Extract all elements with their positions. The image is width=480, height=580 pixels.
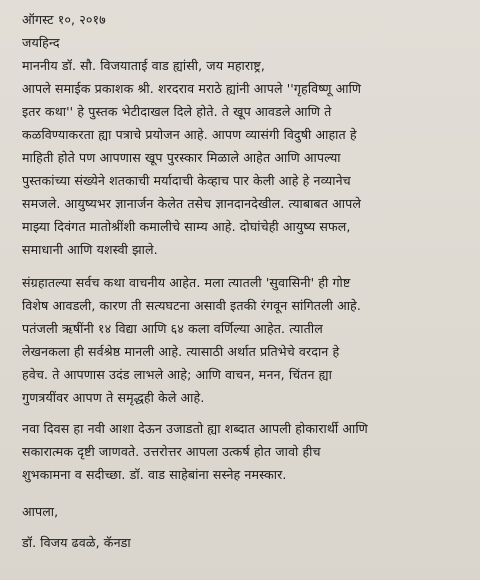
paragraph-line: कळविण्याकरता ह्या पत्राचे प्रयोजन आहे. आपण व्यासंगी विदुषी आहात हे <box>22 127 357 142</box>
paragraph-line: माननीय डॉ. सौ. विजयाताई वाड ह्यांसी, जय महाराष्ट्र, <box>22 58 265 73</box>
paragraph-line: विशेष आवडली, कारण ती सत्यघटना असावी इतकी रंगवून सांगितली आहे. <box>22 298 361 313</box>
paragraph-line: शुभकामना व सदीच्छा. डॉ. वाड साहेबांना सस्नेह नमस्कार. <box>22 467 287 482</box>
paragraph-2 <box>22 271 470 409</box>
paragraph-line: पुस्तकांच्या संख्येने शतकाची मर्यादाची केव्हाच पार केली आहे हे नव्यानेच <box>22 173 351 188</box>
paragraph-line: माहिती होते पण आपणास खूप पुरस्कार मिळाले आहेत आणि आपल्या <box>22 150 341 165</box>
paragraph-line: इतर कथा'' हे पुस्तक भेटीदाखल दिले होते. ते खूप आवडले आणि ते <box>22 104 332 119</box>
paragraph-line: पतंजली ऋषींनी १४ विद्या आणि ६४ कला वर्णिल्या आहेत. त्यातील <box>22 321 323 336</box>
paragraph-line: समजले. आयुष्यभर ज्ञानार्जन केलेत तसेच ज्ञानदानदेखील. त्याबाबत आपले <box>22 196 361 211</box>
paragraph-line: लेखनकला ही सर्वश्रेष्ठ मानली आहे. त्यासाठी अर्थात प्रतिभेचे वरदान हे <box>22 344 340 359</box>
paragraph-line: हवेच. ते आपणास उदंड लाभले आहे; आणि वाचन, मनन, चिंतन ह्या <box>22 367 332 382</box>
paragraph-line: गुणत्रयींवर आपण ते समृद्धही केले आहे. <box>22 390 205 405</box>
letter-greeting: जयहिन्द <box>22 35 60 50</box>
paragraph-line: सकारात्मक दृष्टी जाणवते. उत्तरोत्तर आपला उत्कर्ष होत जावो हीच <box>22 444 321 459</box>
paragraph-1 <box>22 54 470 261</box>
letter-date: ऑगस्ट १०, २०१७ <box>22 12 106 27</box>
paragraph-line: माझ्या दिवंगत मातोश्रींशी कमालीचे साम्य आहे. दोघांचेही आयुष्य सफल, <box>22 219 351 234</box>
paragraph-line: आपले समाईक प्रकाशक श्री. शरदराव मराठे ह्यांनी आपले ''गृहविष्णू आणि <box>22 81 362 96</box>
paragraph-line: संग्रहातल्या सर्वच कथा वाचनीय आहेत. मला त्यातली 'सुवासिनी' ही गोष्ट <box>22 275 351 290</box>
paragraph-3 <box>22 417 470 486</box>
letter-closing: आपला, <box>22 504 59 519</box>
letter-signature: डॉ. विजय ढवळे, कॅनडा <box>22 535 131 550</box>
paragraph-line: समाधानी आणि यशस्वी झाले. <box>22 242 158 257</box>
paragraph-line: नवा दिवस हा नवी आशा देऊन उजाडतो ह्या शब्दात आपली होकारार्थी आणि <box>22 421 368 436</box>
